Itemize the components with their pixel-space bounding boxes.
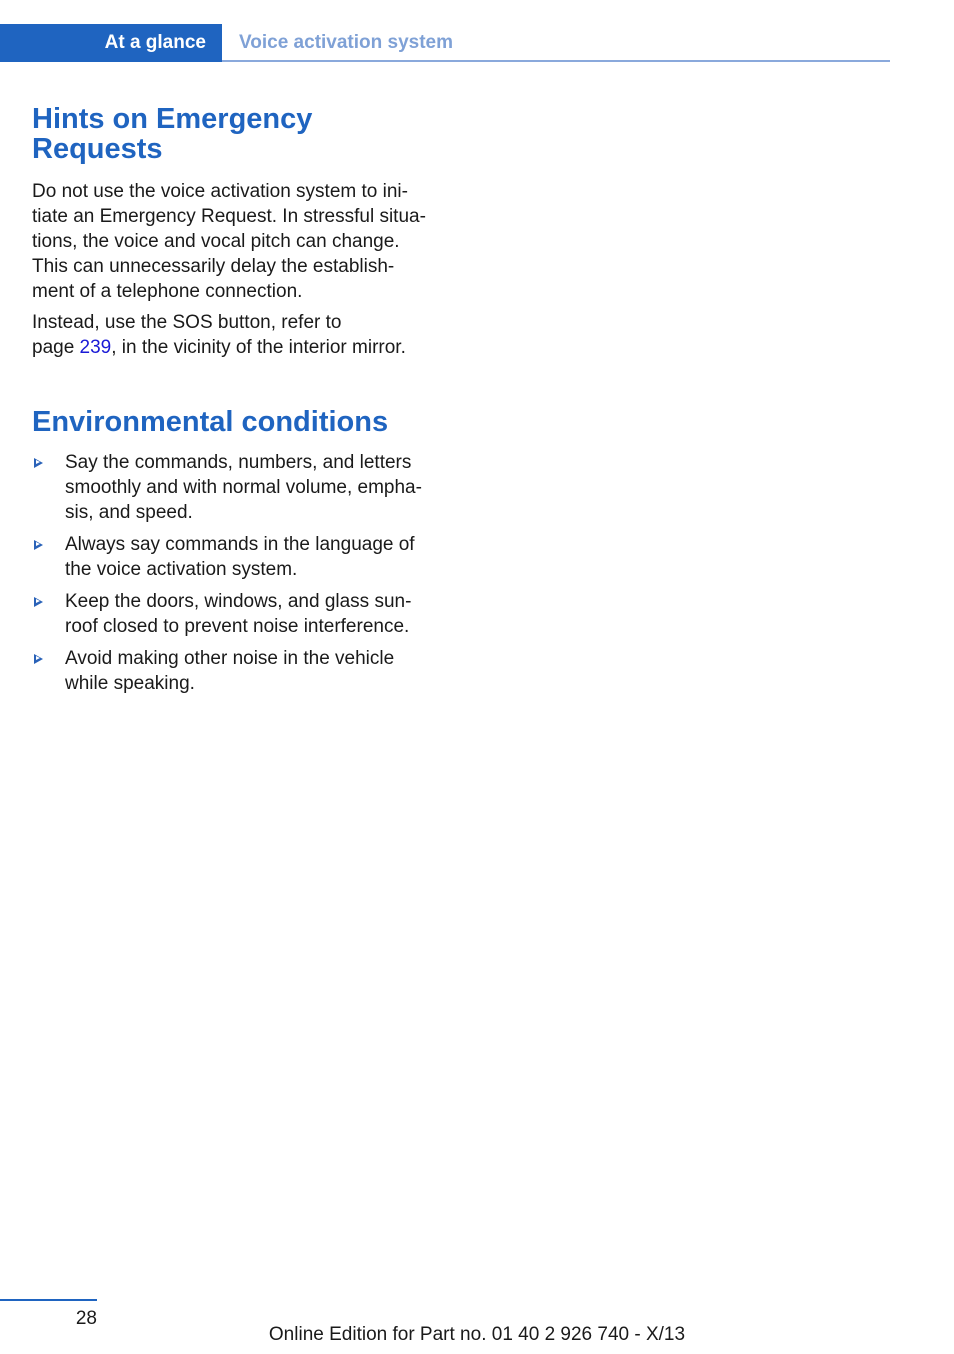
heading-environmental-conditions: Environmental conditions	[32, 406, 389, 438]
text-line: Instead, use the SOS button, refer to	[32, 312, 342, 333]
text-line: sis, and speed.	[65, 502, 193, 523]
heading-hints-emergency-requests	[32, 104, 452, 164]
list-item	[32, 646, 452, 696]
emergency-warning-paragraph	[32, 179, 452, 304]
text-line: tiate an Emergency Request. In stressful situa-	[32, 206, 426, 227]
triangle-bullet-icon	[34, 540, 43, 550]
text-line: Do not use the voice activation system to ini-	[32, 181, 408, 202]
text-line: Keep the doors, windows, and glass sun-	[65, 591, 412, 612]
text-line: Avoid making other noise in the vehicle	[65, 648, 395, 669]
triangle-bullet-icon	[34, 597, 43, 607]
triangle-bullet-icon	[34, 654, 43, 664]
text-line	[32, 335, 452, 360]
header-divider	[222, 60, 890, 62]
text-line: tions, the voice and vocal pitch can change.	[32, 231, 400, 252]
page-content	[32, 100, 452, 703]
text-line: smoothly and with normal volume, empha-	[65, 477, 422, 498]
page-reference-link[interactable]: 239	[79, 337, 112, 358]
text-fragment: page	[32, 337, 80, 358]
text-line: while speaking.	[65, 673, 195, 694]
chapter-tab[interactable]: At a glance	[0, 24, 222, 62]
text-line: Always say commands in the language of	[65, 534, 415, 555]
text-line: This can unnecessarily delay the establish-	[32, 256, 395, 277]
text-line: ment of a telephone connection.	[32, 281, 303, 302]
text-fragment: , in the vicinity of the interior mirror.	[111, 337, 406, 358]
text-line: roof closed to prevent noise interference.	[65, 616, 410, 637]
text-line: the voice activation system.	[65, 559, 298, 580]
list-item	[32, 589, 452, 639]
heading-line: Hints on Emergency	[32, 103, 313, 135]
sos-button-paragraph	[32, 310, 452, 360]
edition-footer: Online Edition for Part no. 01 40 2 926 740 - X/13	[268, 1324, 686, 1345]
footer-divider	[0, 1299, 97, 1301]
heading-line: Requests	[32, 133, 163, 165]
list-item	[32, 450, 452, 525]
triangle-bullet-icon	[34, 458, 43, 468]
page-number: 28	[75, 1308, 97, 1329]
text-line: Say the commands, numbers, and letters	[65, 452, 412, 473]
section-title: Voice activation system	[239, 32, 454, 53]
environmental-conditions-list	[32, 450, 452, 696]
list-item	[32, 532, 452, 582]
